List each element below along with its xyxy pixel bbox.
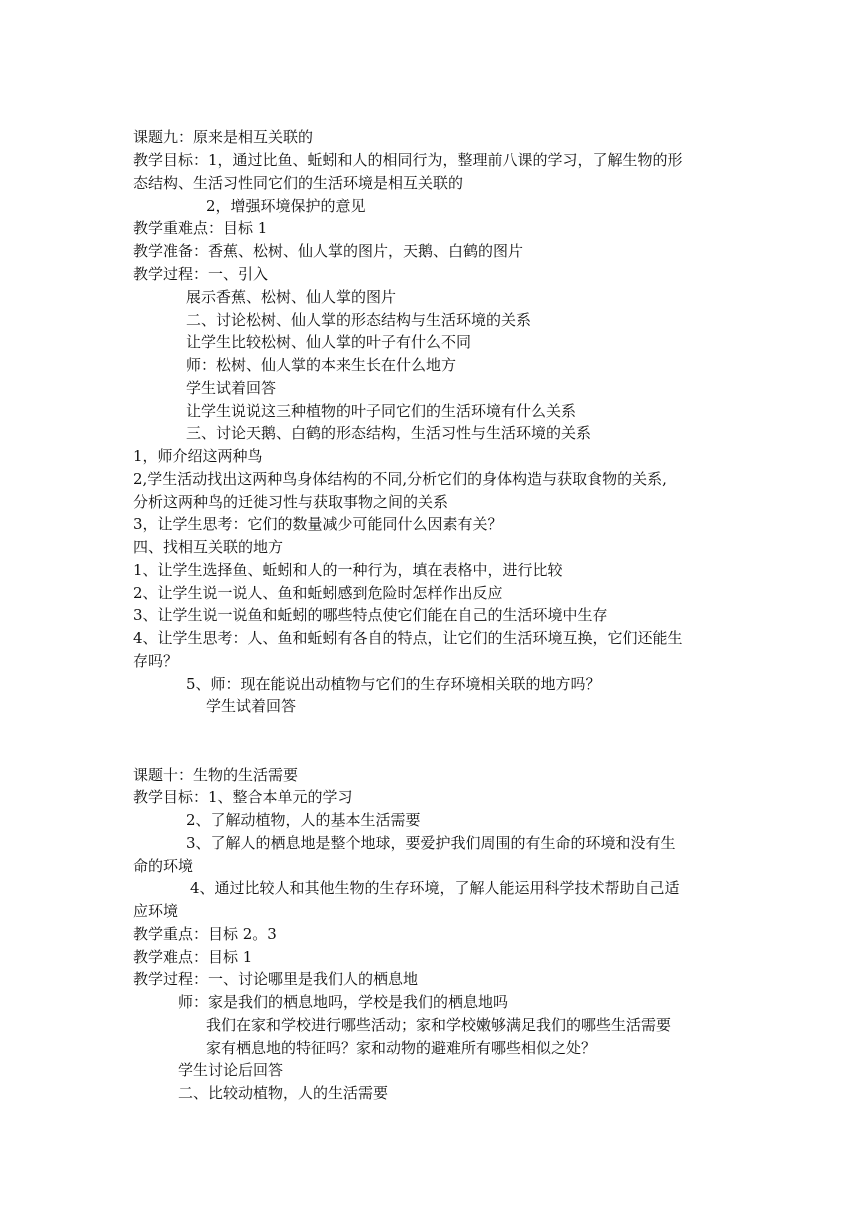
lesson9-step-9a: 2,学生活动找出这两种鸟身体结构的不同,分析它们的身体构造与获取食物的关系, [133,470,667,488]
lesson9-step-7: 三、讨论天鹅、白鹤的形态结构，生活习性与生活环境的关系 [186,424,592,442]
lesson9-goal-1b: 态结构、生活习性同它们的生活环境是相互关联的 [133,174,464,192]
lesson10-process: 教学过程：一、讨论哪里是我们人的栖息地 [133,970,419,988]
lesson10-title: 课题十：生物的生活需要 [133,766,299,784]
lesson9-step-14: 3、让学生说一说鱼和蚯蚓的哪些特点使它们能在自己的生活环境中生存 [133,606,608,624]
lesson10-step-5: 二、比较动植物，人的生活需要 [178,1084,389,1102]
lesson9-step-3: 让学生比较松树、仙人掌的叶子有什么不同 [186,333,472,351]
lesson10-step-3: 家有栖息地的特征吗？家和动物的避难所有哪些相似之处？ [206,1039,597,1057]
lesson9-step-8: 1，师介绍这两种鸟 [133,447,263,465]
lesson9-step-13: 2、让学生说一说人、鱼和蚯蚓感到危险时怎样作出反应 [133,584,503,602]
lesson9-step-15b: 存吗？ [133,652,179,670]
lesson9-title: 课题九：原来是相互关联的 [133,128,314,146]
lesson10-step-4: 学生讨论后回答 [178,1061,284,1079]
lesson9-step-2: 二、讨论松树、仙人掌的形态结构与生活环境的关系 [186,311,532,329]
lesson10-goal-3b: 命的环境 [133,857,194,875]
lesson10-difficulty: 教学难点：目标 1 [133,948,253,966]
lesson10-step-1: 师：家是我们的栖息地吗，学校是我们的栖息地吗 [178,993,509,1011]
lesson9-goal-2: 2，增强环境保护的意见 [206,197,366,215]
lesson9-step-5: 学生试着回答 [186,379,277,397]
lesson10-goal-4b: 应环境 [133,902,179,920]
lesson9-step-16: 5、师：现在能说出动植物与它们的生存环境相关联的地方吗？ [186,675,601,693]
lesson9-goal-1a: 教学目标：1，通过比鱼、蚯蚓和人的相同行为，整理前八课的学习，了解生物的形 [133,151,683,169]
lesson10-goal-1: 教学目标：1、整合本单元的学习 [133,788,353,806]
lesson9-step-12: 1、让学生选择鱼、蚯蚓和人的一种行为，填在表格中，进行比较 [133,561,563,579]
lesson9-prep: 教学准备：香蕉、松树、仙人掌的图片，天鹅、白鹤的图片 [133,242,524,260]
lesson9-step-10: 3，让学生思考：它们的数量减少可能同什么因素有关？ [133,515,503,533]
lesson10-goal-3a: 3、了解人的栖息地是整个地球，要爱护我们周围的有生命的环境和没有生 [186,834,676,852]
lesson9-step-6: 让学生说说这三种植物的叶子同它们的生活环境有什么关系 [186,402,577,420]
lesson9-process: 教学过程：一、引入 [133,265,269,283]
lesson9-step-9b: 分析这两种鸟的迁徙习性与获取事物之间的关系 [133,493,449,511]
lesson10-goal-4a: 4、通过比较人和其他生物的生存环境，了解人能运用科学技术帮助自己适 [190,879,680,897]
lesson10-goal-2: 2、了解动植物，人的基本生活需要 [186,811,421,829]
lesson9-step-4: 师：松树、仙人掌的本来生长在什么地方 [186,356,457,374]
lesson10-step-2: 我们在家和学校进行哪些活动；家和学校嫩够满足我们的哪些生活需要 [206,1016,672,1034]
lesson10-key-point: 教学重点：目标 2。3 [133,925,277,943]
lesson9-step-11: 四、找相互关联的地方 [133,538,284,556]
lesson9-key-point: 教学重难点：目标 1 [133,219,268,237]
lesson9-step-15a: 4、让学生思考：人、鱼和蚯蚓有各自的特点，让它们的生活环境互换，它们还能生 [133,629,683,647]
lesson9-step-17: 学生试着回答 [206,697,297,715]
lesson9-step-1: 展示香蕉、松树、仙人掌的图片 [186,288,397,306]
